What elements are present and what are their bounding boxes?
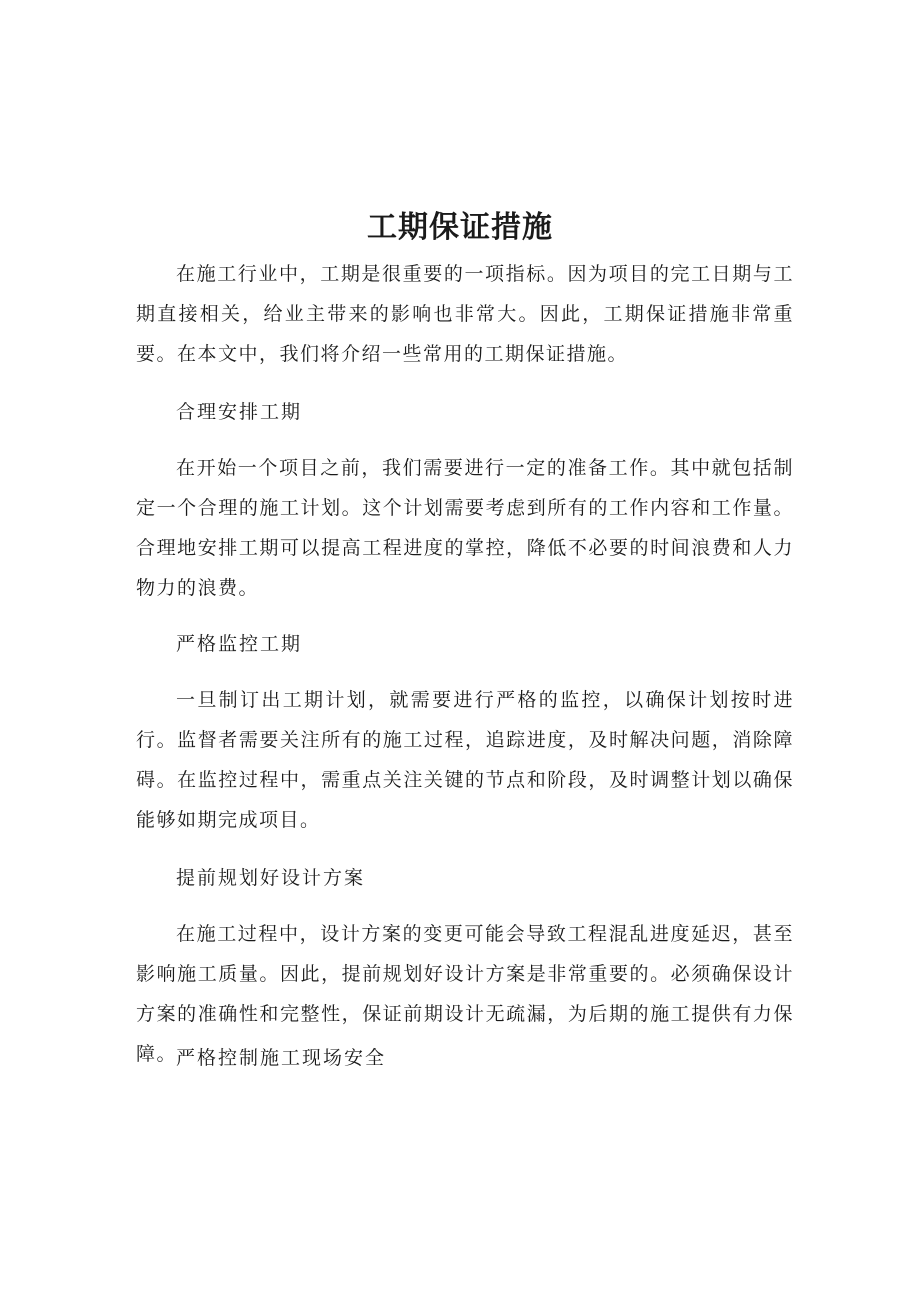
section-heading-schedule-monitoring: 严格监控工期 xyxy=(176,633,303,655)
section-heading-site-safety: 严格控制施工现场安全 xyxy=(176,1047,387,1069)
document-title: 工期保证措施 xyxy=(367,210,553,245)
section-heading-design-planning: 提前规划好设计方案 xyxy=(176,867,366,889)
section-body-schedule-monitoring: 一旦制订出工期计划，就需要进行严格的监控，以确保计划按时进行。监督者需要关注所有的施工过程，追踪进度，及时解决问题，消除障碍。在监控过程中，需重点关注关键的节点和阶段，及时调整计划以确保能够如期完成项目。 xyxy=(136,689,794,831)
section-body-design-planning: 在施工过程中，设计方案的变更可能会导致工程混乱进度延迟，甚至影响施工质量。因此，提前规划好设计方案是非常重要的。必须确保设计方案的准确性和完整性，保证前期设计无疏漏，为后期的施工提供有力保障。 xyxy=(136,923,794,1065)
section-body-schedule-planning: 在开始一个项目之前，我们需要进行一定的准备工作。其中就包括制定一个合理的施工计划。这个计划需要考虑到所有的工作内容和工作量。合理地安排工期可以提高工程进度的掌控，降低不必要的时间浪费和人力物力的浪费。 xyxy=(136,457,794,599)
intro-paragraph: 在施工行业中，工期是很重要的一项指标。因为项目的完工日期与工期直接相关，给业主带来的影响也非常大。因此，工期保证措施非常重要。在本文中，我们将介绍一些常用的工期保证措施。 xyxy=(136,263,794,365)
section-heading-schedule-planning: 合理安排工期 xyxy=(176,401,303,423)
